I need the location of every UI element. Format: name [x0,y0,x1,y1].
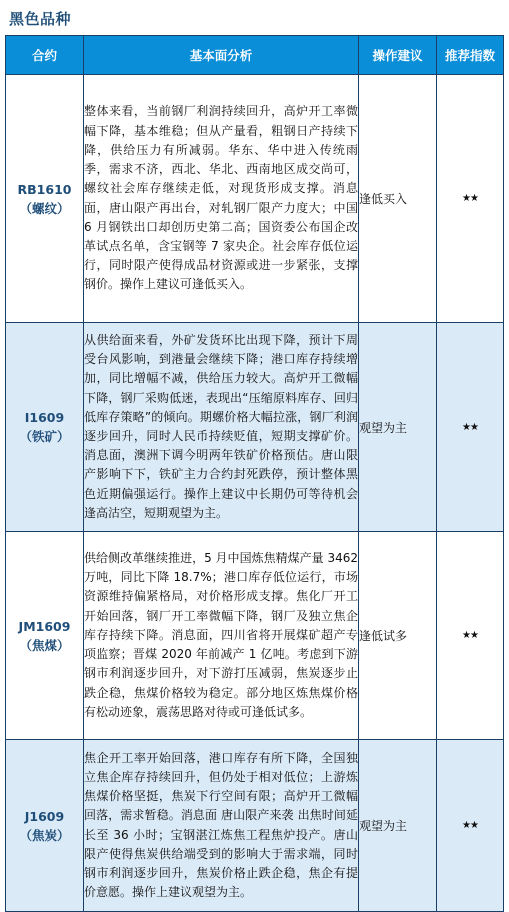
header-analysis: 基本面分析 [84,36,359,75]
contract-code: J1609 [24,808,65,824]
analysis-cell: 从供给面来看，外矿发货环比出现下降，预计下周受台风影响，到港量会继续下降；港口库存持续增加，同比增幅不减，供给压力较大。高炉开工微幅下降，钢厂采购低迷，表现出“压缩原料库存、回归低库存策略”的倾向。期螺价格大幅拉涨，钢厂利润逐步回升，同时人民币持续贬值，短期支撑矿价。消息面，澳洲下调今明两年铁矿价格预估。唐山限产影响下下，铁矿主力合约封死跌停，预计整体黑色近期偏强运行。操作上建议中长期仍可等待机会逢高沽空，短期观望为主。 [84,323,359,532]
table-row [6,740,504,912]
analysis-cell: 整体来看，当前钢厂利润持续回升，高炉开工率微幅下降，基本维稳；但从产量看，粗钢日产持续下降，供给压力有所减弱。华东、华中进入传统雨季，需求不济，西北、华北、西南地区成交尚可，螺纹社会库存继续走低，对现货形成支撑。消息面，唐山限产再出台，对轧钢厂限产力度大；中国 6 月钢铁出口却创历史第二高；国资委公布国企改革试点名单，含宝钢等 7 家央企。社会库存低位运行，同时限产使得成品材资源或进一步紧张，支撑钢价。操作上建议可逢低买入。 [84,75,359,323]
advice-cell: 观望为主 [359,740,437,912]
advice-cell: 观望为主 [359,323,437,532]
rating-stars: ★★ [437,740,504,912]
rating-stars: ★★ [437,75,504,323]
header-rating: 推荐指数 [437,36,504,75]
table-header-row [6,36,504,75]
analysis-cell: 焦企开工率开始回落，港口库存有所下降，全国独立焦企库存持续回升，但仍处于相对低位；上游炼焦煤价格坚挺，焦炭下行空间有限；高炉开工微幅回落，需求暂稳。消息面 唐山限产来袭 出焦时间延长至 36 小时；宝钢湛江炼焦工程焦炉投产。唐山限产使得焦炭供给端受到的影响大于需求端，同时钢市利润逐步回升，焦炭价格止跌企稳，焦企有提价意愿。操作上建议观望为主。 [84,740,359,912]
contract-name: （焦炭） [19,827,70,843]
advice-cell: 逢低买入 [359,75,437,323]
header-advice: 操作建议 [359,36,437,75]
table-row [6,323,504,532]
contract-name: （螺纹） [19,200,70,216]
rating-stars: ★★ [437,323,504,532]
section-title: 黑色品种 [9,10,72,28]
contract-code: I1609 [24,410,65,425]
contract-code: JM1609 [18,618,71,634]
analysis-table [5,35,504,912]
contract-name: （铁矿） [19,429,70,444]
table-row [6,75,504,323]
contract-name: （焦煤） [19,637,70,653]
table-row [6,532,504,740]
contract-code: RB1610 [17,181,72,197]
header-contract: 合约 [6,36,84,75]
contract-cell [6,740,84,912]
advice-cell: 逢低试多 [359,532,437,740]
analysis-cell: 供给侧改革继续推进，5 月中国炼焦精煤产量 3462 万吨，同比下降 18.7%；港口库存低位运行，市场资源维持偏紧格局，对价格形成支撑。焦化厂开工开始回落，钢厂开工率微幅下降，钢厂及独立焦企库存持续下降。消息面，四川省将开展煤矿超产专项监察；晋煤 2020 年前减产 1 亿吨。考虑到下游钢市利润逐步回升，对下游打压减弱，焦炭逐步止跌企稳，焦煤价格较为稳定。部分地区炼焦煤价格有松动迹象，震荡思路对待或可逢低试多。 [84,532,359,740]
rating-stars: ★★ [437,532,504,740]
contract-cell [6,75,84,323]
contract-cell [6,323,84,532]
contract-cell [6,532,84,740]
